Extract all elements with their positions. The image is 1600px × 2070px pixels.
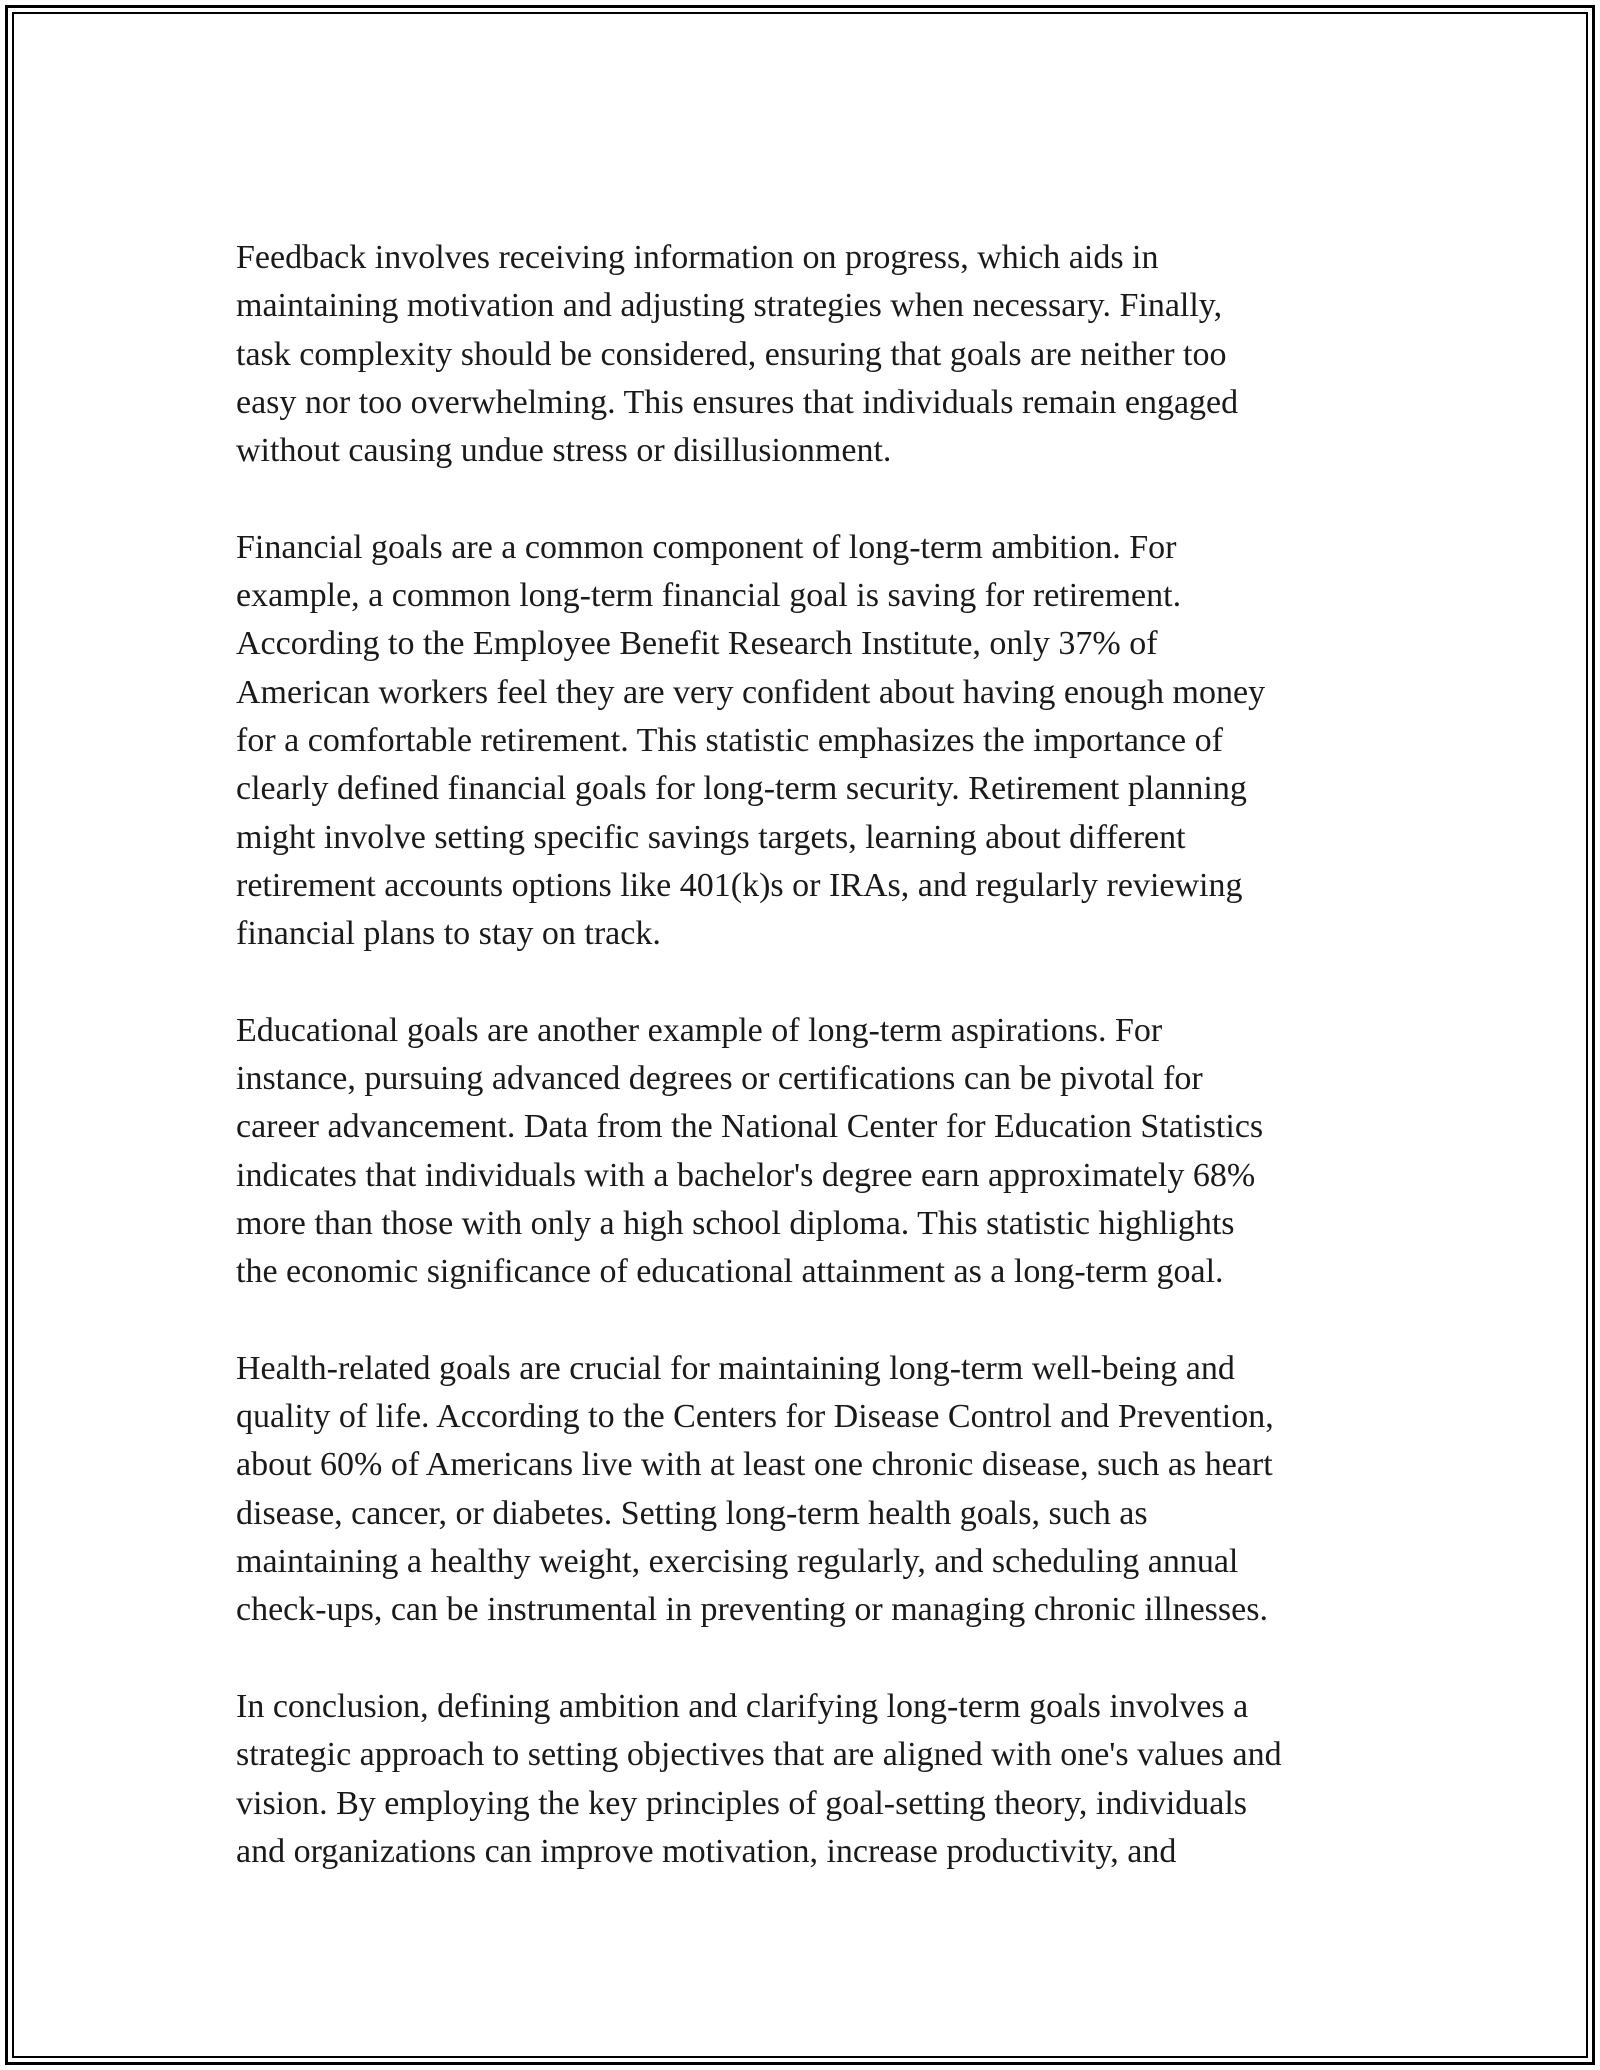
text-line: vision. By employing the key principles of goal-setting theory, individuals [236,1784,1248,1822]
text-line: more than those with only a high school diploma. This statistic highlights [236,1204,1235,1242]
paragraph-health-goals [236,1345,1386,1635]
text-line: task complexity should be considered, ensuring that goals are neither too [236,335,1227,373]
text-line: instance, pursuing advanced degrees or certifications can be pivotal for [236,1060,1203,1098]
text-line: example, a common long-term financial goal is saving for retirement. [236,577,1182,615]
text-line: indicates that individuals with a bachelor's degree earn approximately 68% [236,1156,1256,1194]
paragraph-feedback [236,234,1386,475]
text-line: for a comfortable retirement. This statistic emphasizes the importance of [236,721,1223,759]
paragraph-educational-goals [236,1007,1386,1297]
text-line: career advancement. Data from the National Center for Education Statistics [236,1108,1264,1146]
text-line: about 60% of Americans live with at least one chronic disease, such as heart [236,1446,1273,1484]
text-line: retirement accounts options like 401(k)s or IRAs, and regularly reviewing [236,866,1243,904]
text-line: In conclusion, defining ambition and clarifying long-term goals involves a [236,1687,1249,1725]
text-line: easy nor too overwhelming. This ensures that individuals remain engaged [236,383,1239,421]
text-line: Health-related goals are crucial for maintaining long-term well-being and [236,1349,1235,1387]
text-line: check-ups, can be instrumental in preventing or managing chronic illnesses. [236,1591,1268,1629]
text-line: might involve setting specific savings targets, learning about different [236,818,1186,856]
text-line: maintaining motivation and adjusting strategies when necessary. Finally, [236,287,1223,325]
text-line: financial plans to stay on track. [236,915,661,953]
text-line: Financial goals are a common component of long-term ambition. For [236,528,1177,566]
paragraph-financial-goals [236,524,1386,959]
text-line: the economic significance of educational attainment as a long-term goal. [236,1253,1224,1291]
text-line: strategic approach to setting objectives that are aligned with one's values and [236,1736,1282,1774]
text-line: According to the Employee Benefit Research Institute, only 37% of [236,625,1158,663]
paragraph-conclusion [236,1683,1386,1876]
text-line: maintaining a healthy weight, exercising regularly, and scheduling annual [236,1543,1239,1581]
document-body [236,234,1386,1924]
text-line: disease, cancer, or diabetes. Setting long-term health goals, such as [236,1494,1148,1532]
text-line: Educational goals are another example of long-term aspirations. For [236,1011,1163,1049]
text-line: Feedback involves receiving information on progress, which aids in [236,239,1159,276]
text-line: quality of life. According to the Centers for Disease Control and Prevention, [236,1398,1274,1436]
text-line: without causing undue stress or disillusionment. [236,432,892,470]
text-line: clearly defined financial goals for long-term security. Retirement planning [236,770,1247,808]
text-line: American workers feel they are very confident about having enough money [236,673,1266,711]
text-line: and organizations can improve motivation, increase productivity, and [236,1832,1177,1870]
